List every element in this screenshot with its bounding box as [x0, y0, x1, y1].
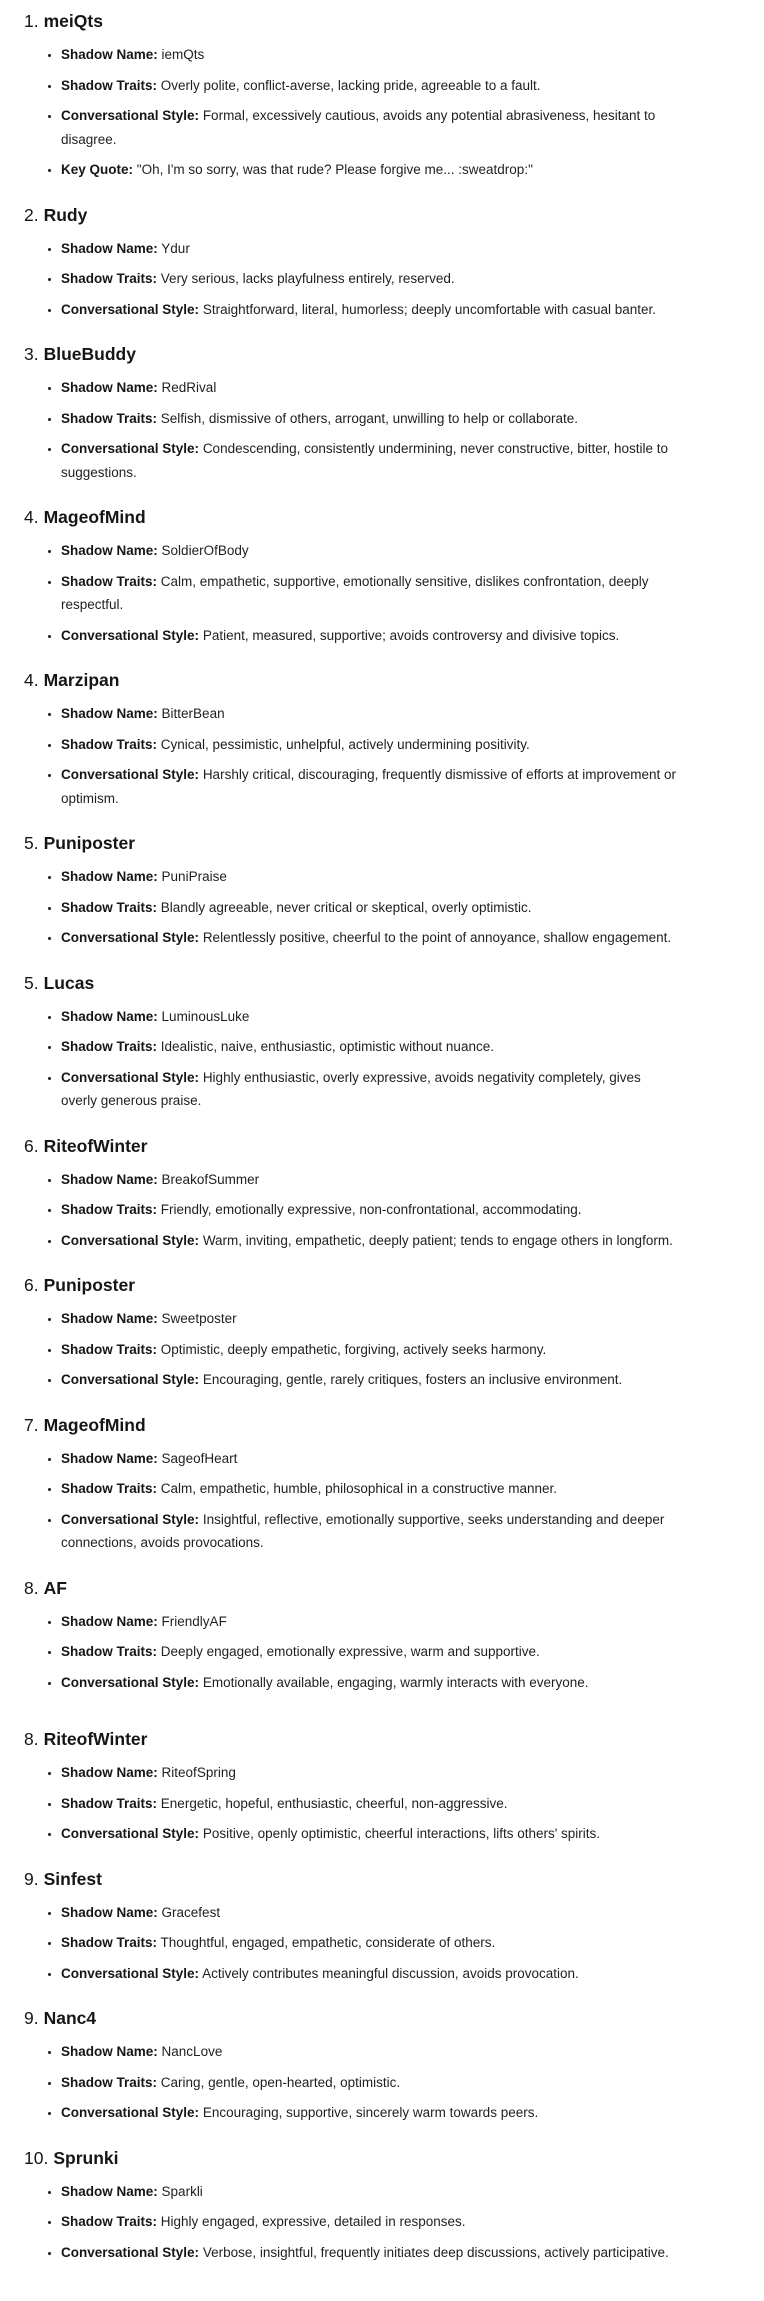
- persona-attribute-item: [61, 539, 680, 563]
- persona-entry: [24, 1274, 680, 1392]
- persona-name: MageofMind: [43, 1414, 146, 1435]
- attribute-value: Emotionally available, engaging, warmly interacts with everyone.: [202, 1674, 589, 1690]
- persona-attributes-list: [24, 1168, 680, 1253]
- attribute-label: Shadow Traits:: [61, 1644, 158, 1659]
- attribute-label: Shadow Traits:: [61, 410, 158, 426]
- persona-attribute-item: [61, 2040, 680, 2064]
- attribute-label: Conversational Style:: [61, 1674, 200, 1690]
- persona-attribute-item: [61, 2071, 680, 2095]
- attribute-value: Actively contributes meaningful discussion, avoids provocation.: [202, 1965, 579, 1981]
- persona-name: Lucas: [43, 972, 95, 993]
- attribute-label: Conversational Style:: [61, 2244, 200, 2260]
- attribute-label: Shadow Traits:: [61, 271, 158, 286]
- attribute-label: Conversational Style:: [61, 1232, 200, 1248]
- persona-entry: [24, 832, 680, 950]
- persona-attribute-item: [61, 896, 680, 920]
- persona-attribute-item: [61, 2101, 680, 2125]
- persona-attribute-item: [61, 43, 680, 67]
- attribute-label: Shadow Name:: [61, 240, 158, 256]
- persona-heading: [24, 2147, 680, 2170]
- persona-name: RiteofWinter: [43, 1729, 148, 1749]
- attribute-label: Conversational Style:: [61, 441, 200, 456]
- persona-number: 10.: [24, 2147, 49, 2168]
- attribute-value: Friendly, emotionally expressive, non-confrontational, accommodating.: [160, 1202, 582, 1217]
- persona-name: Puniposter: [43, 1275, 136, 1295]
- attribute-label: Shadow Name:: [61, 380, 158, 395]
- attribute-value: PuniPraise: [161, 869, 227, 884]
- attribute-label: Shadow Name:: [61, 1311, 158, 1326]
- persona-attributes-list: [24, 376, 680, 484]
- attribute-label: Shadow Traits:: [61, 2214, 158, 2229]
- persona-entry: [24, 10, 680, 182]
- persona-heading: [24, 1577, 680, 1600]
- persona-heading: [24, 832, 680, 855]
- attribute-label: Shadow Name:: [61, 869, 158, 884]
- attribute-value: BitterBean: [161, 706, 225, 721]
- persona-number: 1.: [24, 11, 39, 31]
- attribute-value: Optimistic, deeply empathetic, forgiving, actively seeks harmony.: [160, 1341, 547, 1357]
- persona-attribute-item: [61, 298, 680, 322]
- persona-name: Rudy: [43, 204, 88, 225]
- persona-attribute-item: [61, 1307, 680, 1331]
- persona-name: Marzipan: [43, 670, 120, 690]
- attribute-label: Shadow Traits:: [61, 899, 158, 915]
- persona-attribute-item: [61, 1035, 680, 1059]
- attribute-value: Selfish, dismissive of others, arrogant, unwilling to help or collaborate.: [160, 410, 579, 426]
- persona-number: 5.: [24, 833, 39, 853]
- persona-entry: [24, 1577, 680, 1695]
- persona-entry: [24, 1135, 680, 1253]
- persona-name: AF: [43, 1577, 67, 1598]
- persona-attribute-item: [61, 570, 680, 617]
- persona-attribute-item: [61, 1931, 680, 1955]
- persona-entry: [24, 669, 680, 810]
- persona-heading: [24, 1135, 680, 1158]
- persona-attribute-item: [61, 1168, 680, 1192]
- persona-attribute-item: [61, 733, 680, 757]
- attribute-label: Conversational Style:: [61, 301, 200, 317]
- persona-heading: [24, 10, 680, 33]
- attribute-value: NancLove: [161, 2044, 223, 2059]
- attribute-value: Ydur: [161, 240, 190, 256]
- persona-number: 4.: [24, 507, 39, 527]
- persona-attributes-list: [24, 237, 680, 322]
- attribute-label: Shadow Traits:: [61, 573, 158, 589]
- attribute-value: Formal, excessively cautious, avoids any potential abrasiveness, hesitant to disagree.: [61, 108, 656, 147]
- attribute-value: RiteofSpring: [161, 1765, 236, 1780]
- persona-attribute-item: [61, 865, 680, 889]
- persona-attributes-list: [24, 1761, 680, 1846]
- persona-attribute-item: [61, 104, 680, 151]
- persona-attributes-list: [24, 702, 680, 810]
- persona-attribute-item: [61, 1640, 680, 1664]
- attribute-label: Conversational Style:: [61, 767, 200, 782]
- persona-attribute-item: [61, 1198, 680, 1222]
- persona-attributes-list: [24, 2040, 680, 2125]
- persona-number: 4.: [24, 670, 39, 690]
- attribute-value: Caring, gentle, open-hearted, optimistic.: [160, 2074, 401, 2090]
- persona-entry: [24, 2007, 680, 2125]
- persona-heading: [24, 1274, 680, 1297]
- attribute-label: Shadow Traits:: [61, 1935, 158, 1950]
- attribute-label: Shadow Name:: [61, 2044, 158, 2059]
- attribute-label: Conversational Style:: [61, 627, 200, 643]
- persona-heading: [24, 343, 680, 366]
- attribute-value: iemQts: [161, 47, 205, 62]
- persona-name: meiQts: [43, 11, 103, 31]
- attribute-label: Shadow Traits:: [61, 1795, 158, 1811]
- attribute-value: "Oh, I'm so sorry, was that rude? Please forgive me... :sweatdrop:": [136, 162, 533, 177]
- persona-attribute-item: [61, 437, 680, 484]
- persona-number: 2.: [24, 204, 39, 225]
- persona-attribute-item: [61, 2210, 680, 2234]
- attribute-value: Verbose, insightful, frequently initiates deep discussions, actively participative.: [202, 2244, 669, 2260]
- persona-entry: [24, 1728, 680, 1846]
- attribute-label: Conversational Style:: [61, 2105, 200, 2120]
- attribute-label: Shadow Name:: [61, 1008, 158, 1024]
- persona-attributes-list: [24, 1901, 680, 1986]
- attribute-label: Shadow Traits:: [61, 77, 158, 93]
- attribute-value: Gracefest: [161, 1904, 221, 1920]
- attribute-label: Shadow Name:: [61, 543, 158, 558]
- persona-attributes-list: [24, 1005, 680, 1113]
- persona-attribute-item: [61, 1508, 680, 1555]
- attribute-value: Harshly critical, discouraging, frequently dismissive of efforts at improvement or optimism.: [61, 767, 676, 806]
- attribute-label: Shadow Traits:: [61, 736, 158, 752]
- attribute-value: SoldierOfBody: [161, 543, 249, 558]
- persona-number: 8.: [24, 1729, 39, 1749]
- persona-name: MageofMind: [43, 507, 146, 527]
- attribute-value: Highly enthusiastic, overly expressive, avoids negativity completely, gives overly generous praise.: [61, 1069, 641, 1108]
- persona-attribute-item: [61, 763, 680, 810]
- persona-attribute-item: [61, 1822, 680, 1846]
- attribute-value: FriendlyAF: [161, 1613, 227, 1629]
- persona-name: Sprunki: [53, 2147, 119, 2168]
- attribute-value: Thoughtful, engaged, empathetic, considerate of others.: [160, 1935, 496, 1950]
- persona-attribute-item: [61, 1338, 680, 1362]
- attribute-value: LuminousLuke: [161, 1008, 250, 1024]
- attribute-label: Shadow Name:: [61, 1171, 158, 1187]
- persona-attributes-list: [24, 1447, 680, 1555]
- persona-entry: [24, 1414, 680, 1555]
- attribute-label: Key Quote:: [61, 162, 134, 177]
- persona-attribute-item: [61, 376, 680, 400]
- attribute-label: Conversational Style:: [61, 930, 200, 945]
- persona-name: Puniposter: [43, 833, 136, 853]
- attribute-label: Shadow Name:: [61, 2183, 158, 2199]
- attribute-value: Straightforward, literal, humorless; deeply uncomfortable with casual banter.: [202, 301, 657, 317]
- persona-entry: [24, 1868, 680, 1986]
- attribute-label: Shadow Traits:: [61, 2074, 158, 2090]
- persona-heading: [24, 204, 680, 227]
- persona-attributes-list: [24, 1307, 680, 1392]
- persona-entry: [24, 343, 680, 484]
- attribute-label: Shadow Name:: [61, 1613, 158, 1629]
- persona-name: Sinfest: [43, 1868, 102, 1889]
- persona-heading: [24, 1414, 680, 1437]
- persona-name: BlueBuddy: [43, 344, 136, 364]
- attribute-label: Conversational Style:: [61, 1372, 200, 1387]
- attribute-value: Positive, openly optimistic, cheerful interactions, lifts others' spirits.: [202, 1826, 601, 1841]
- persona-attribute-item: [61, 237, 680, 261]
- attribute-label: Conversational Style:: [61, 108, 200, 123]
- persona-heading: [24, 1868, 680, 1891]
- persona-attribute-item: [61, 1229, 680, 1253]
- persona-attribute-item: [61, 407, 680, 431]
- persona-attribute-item: [61, 1066, 680, 1113]
- persona-entries-list: [24, 10, 680, 2264]
- persona-attribute-item: [61, 1962, 680, 1986]
- persona-number: 9.: [24, 1868, 39, 1889]
- persona-entry: [24, 506, 680, 647]
- persona-number: 5.: [24, 972, 39, 993]
- attribute-label: Shadow Name:: [61, 47, 158, 62]
- attribute-value: Encouraging, gentle, rarely critiques, fosters an inclusive environment.: [202, 1372, 623, 1387]
- persona-heading: [24, 972, 680, 995]
- persona-heading: [24, 669, 680, 692]
- attribute-label: Conversational Style:: [61, 1965, 200, 1981]
- persona-name: Nanc4: [43, 2008, 97, 2028]
- persona-attribute-item: [61, 624, 680, 648]
- persona-number: 8.: [24, 1577, 39, 1598]
- attribute-value: BreakofSummer: [161, 1171, 260, 1187]
- persona-number: 7.: [24, 1414, 39, 1435]
- persona-number: 9.: [24, 2008, 39, 2028]
- persona-attribute-item: [61, 158, 680, 182]
- attribute-value: RedRival: [161, 380, 217, 395]
- persona-attribute-item: [61, 1671, 680, 1695]
- attribute-value: Warm, inviting, empathetic, deeply patient; tends to engage others in longform.: [202, 1232, 673, 1248]
- persona-attribute-item: [61, 1005, 680, 1029]
- persona-number: 6.: [24, 1275, 39, 1295]
- attribute-value: Deeply engaged, emotionally expressive, warm and supportive.: [160, 1644, 540, 1659]
- attribute-value: Cynical, pessimistic, unhelpful, actively undermining positivity.: [160, 736, 530, 752]
- persona-entry: [24, 2147, 680, 2265]
- attribute-value: Highly engaged, expressive, detailed in responses.: [160, 2214, 466, 2229]
- persona-attribute-item: [61, 1901, 680, 1925]
- persona-attribute-item: [61, 74, 680, 98]
- persona-attribute-item: [61, 1368, 680, 1392]
- persona-number: 3.: [24, 344, 39, 364]
- attribute-value: Overly polite, conflict-averse, lacking pride, agreeable to a fault.: [160, 77, 541, 93]
- attribute-value: SageofHeart: [161, 1450, 238, 1466]
- attribute-value: Insightful, reflective, emotionally supportive, seeks understanding and deeper connections, avoids provocations.: [61, 1511, 665, 1550]
- persona-attributes-list: [24, 1610, 680, 1695]
- attribute-label: Shadow Name:: [61, 706, 158, 721]
- attribute-value: Condescending, consistently undermining, never constructive, bitter, hostile to suggestions.: [61, 441, 669, 480]
- persona-attribute-item: [61, 2180, 680, 2204]
- persona-attribute-item: [61, 1610, 680, 1634]
- attribute-label: Shadow Name:: [61, 1765, 158, 1780]
- persona-name: RiteofWinter: [43, 1135, 148, 1156]
- persona-attribute-item: [61, 1447, 680, 1471]
- persona-attribute-item: [61, 267, 680, 291]
- attribute-label: Conversational Style:: [61, 1069, 200, 1085]
- attribute-label: Shadow Name:: [61, 1450, 158, 1466]
- attribute-value: Very serious, lacks playfulness entirely, reserved.: [160, 271, 455, 286]
- persona-heading: [24, 2007, 680, 2030]
- attribute-value: Blandly agreeable, never critical or skeptical, overly optimistic.: [160, 899, 532, 915]
- attribute-label: Shadow Traits:: [61, 1341, 158, 1357]
- persona-number: 6.: [24, 1135, 39, 1156]
- persona-attribute-item: [61, 1761, 680, 1785]
- attribute-label: Shadow Name:: [61, 1904, 158, 1920]
- attribute-value: Energetic, hopeful, enthusiastic, cheerful, non-aggressive.: [160, 1795, 508, 1811]
- persona-attribute-item: [61, 702, 680, 726]
- attribute-value: Patient, measured, supportive; avoids controversy and divisive topics.: [202, 627, 620, 643]
- persona-entry: [24, 972, 680, 1113]
- persona-attribute-item: [61, 1792, 680, 1816]
- attribute-label: Shadow Traits:: [61, 1039, 158, 1054]
- attribute-label: Conversational Style:: [61, 1826, 200, 1841]
- persona-attribute-item: [61, 926, 680, 950]
- attribute-value: Encouraging, supportive, sincerely warm towards peers.: [202, 2105, 539, 2120]
- attribute-value: Sparkli: [161, 2183, 203, 2199]
- attribute-label: Shadow Traits:: [61, 1202, 158, 1217]
- attribute-value: Relentlessly positive, cheerful to the point of annoyance, shallow engagement.: [202, 930, 672, 945]
- attribute-label: Conversational Style:: [61, 1511, 200, 1527]
- persona-attributes-list: [24, 539, 680, 647]
- persona-attributes-list: [24, 865, 680, 950]
- attribute-value: Calm, empathetic, supportive, emotionally sensitive, dislikes confrontation, deeply respectful.: [61, 573, 649, 612]
- persona-heading: [24, 1728, 680, 1751]
- persona-attribute-item: [61, 1477, 680, 1501]
- persona-entry: [24, 204, 680, 322]
- attribute-value: Calm, empathetic, humble, philosophical in a constructive manner.: [160, 1481, 557, 1496]
- persona-attribute-item: [61, 2241, 680, 2265]
- attribute-label: Shadow Traits:: [61, 1481, 158, 1496]
- persona-attributes-list: [24, 2180, 680, 2265]
- persona-attributes-list: [24, 43, 680, 182]
- attribute-value: Sweetposter: [161, 1311, 237, 1326]
- persona-heading: [24, 506, 680, 529]
- attribute-value: Idealistic, naive, enthusiastic, optimistic without nuance.: [160, 1039, 494, 1054]
